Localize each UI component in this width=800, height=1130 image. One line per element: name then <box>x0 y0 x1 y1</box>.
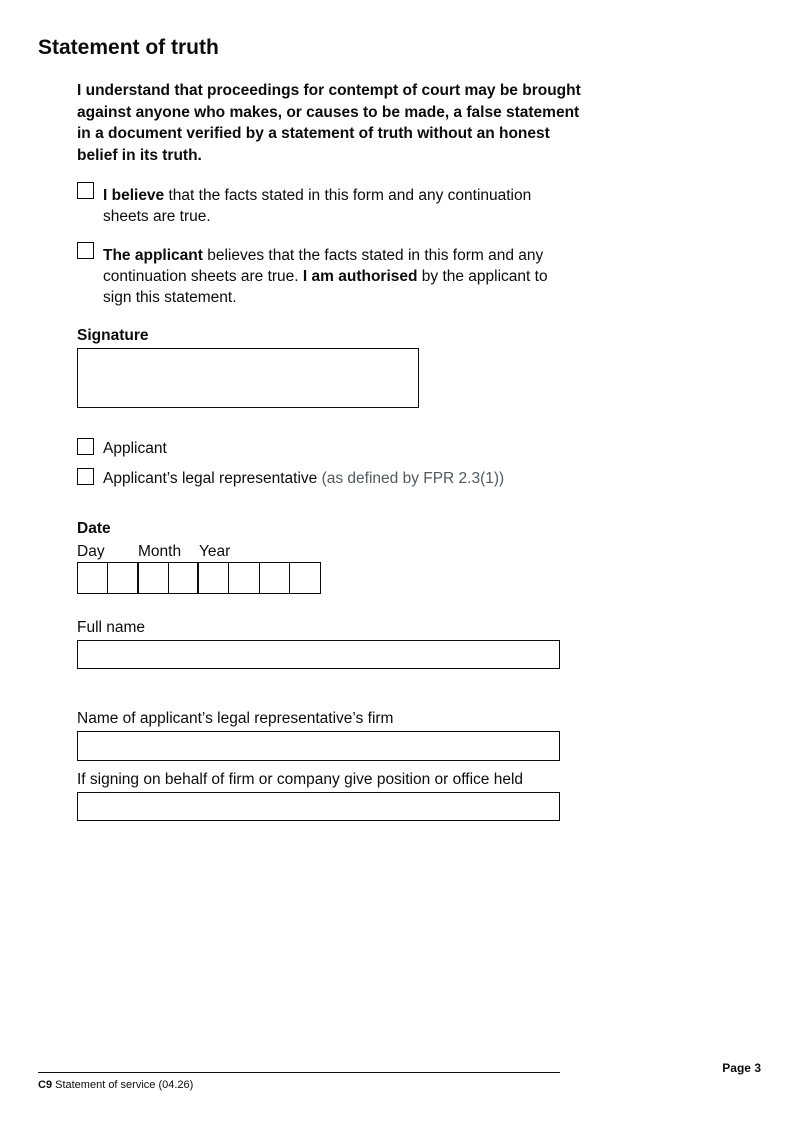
date-input-boxes <box>77 562 321 594</box>
date-digit-day-1[interactable] <box>78 563 108 593</box>
year-label: Year <box>199 543 231 560</box>
firm-name-label: Name of applicant’s legal representative’s firm <box>77 710 394 727</box>
form-code: C9 <box>38 1079 53 1091</box>
legal-rep-role-checkbox[interactable] <box>77 468 94 485</box>
footer-form-reference <box>38 1078 193 1092</box>
date-digit-day-2[interactable] <box>108 563 138 593</box>
full-name-field[interactable] <box>77 640 560 669</box>
position-field[interactable] <box>77 792 560 821</box>
applicant-believes-checkbox[interactable] <box>77 242 94 259</box>
i-believe-statement <box>103 185 573 227</box>
form-title: Statement of service (04.26) <box>52 1079 194 1091</box>
applicant-role-label: Applicant <box>103 440 167 457</box>
day-label: Day <box>77 543 105 560</box>
full-name-label: Full name <box>77 619 146 636</box>
date-digit-year-1[interactable] <box>199 563 229 593</box>
authorised-bold-text: I am authorised <box>302 268 418 285</box>
date-digit-month-2[interactable] <box>169 563 199 593</box>
date-digit-month-1[interactable] <box>139 563 169 593</box>
firm-name-field[interactable] <box>77 731 560 761</box>
legal-rep-role-note: (as defined by FPR 2.3(1)) <box>317 470 505 487</box>
date-label: Date <box>77 520 111 537</box>
i-believe-checkbox[interactable] <box>77 182 94 199</box>
contempt-warning-text: I understand that proceedings for contempt of court may be brought against anyone who makes, or causes to be made, a false statement in a document verified by a statement of truth without an honest belief in its truth. <box>77 82 581 164</box>
date-digit-year-4[interactable] <box>290 563 320 593</box>
page-number: Page 3 <box>722 1061 761 1075</box>
signature-field[interactable] <box>77 348 419 408</box>
authorised-text: by the applicant to sign this statement. <box>103 268 548 306</box>
position-label: If signing on behalf of firm or company give position or office held <box>77 771 524 788</box>
applicant-believes-text: believes that the facts stated in this form and any continuation sheets are true. <box>103 247 544 285</box>
i-believe-bold-text: I believe <box>103 187 165 204</box>
section-title: Statement of truth <box>38 36 219 59</box>
footer-divider <box>38 1072 560 1073</box>
signature-label: Signature <box>77 327 149 344</box>
legal-rep-role-text: Applicant’s legal representative <box>103 470 318 487</box>
month-label: Month <box>138 543 182 560</box>
applicant-role-checkbox[interactable] <box>77 438 94 455</box>
i-believe-text: that the facts stated in this form and any continuation sheets are true. <box>103 187 532 225</box>
legal-rep-role-label <box>103 469 504 489</box>
date-digit-year-2[interactable] <box>229 563 259 593</box>
applicant-believes-statement <box>103 245 578 308</box>
applicant-believes-bold-text: The applicant <box>103 247 203 264</box>
date-digit-year-3[interactable] <box>260 563 290 593</box>
